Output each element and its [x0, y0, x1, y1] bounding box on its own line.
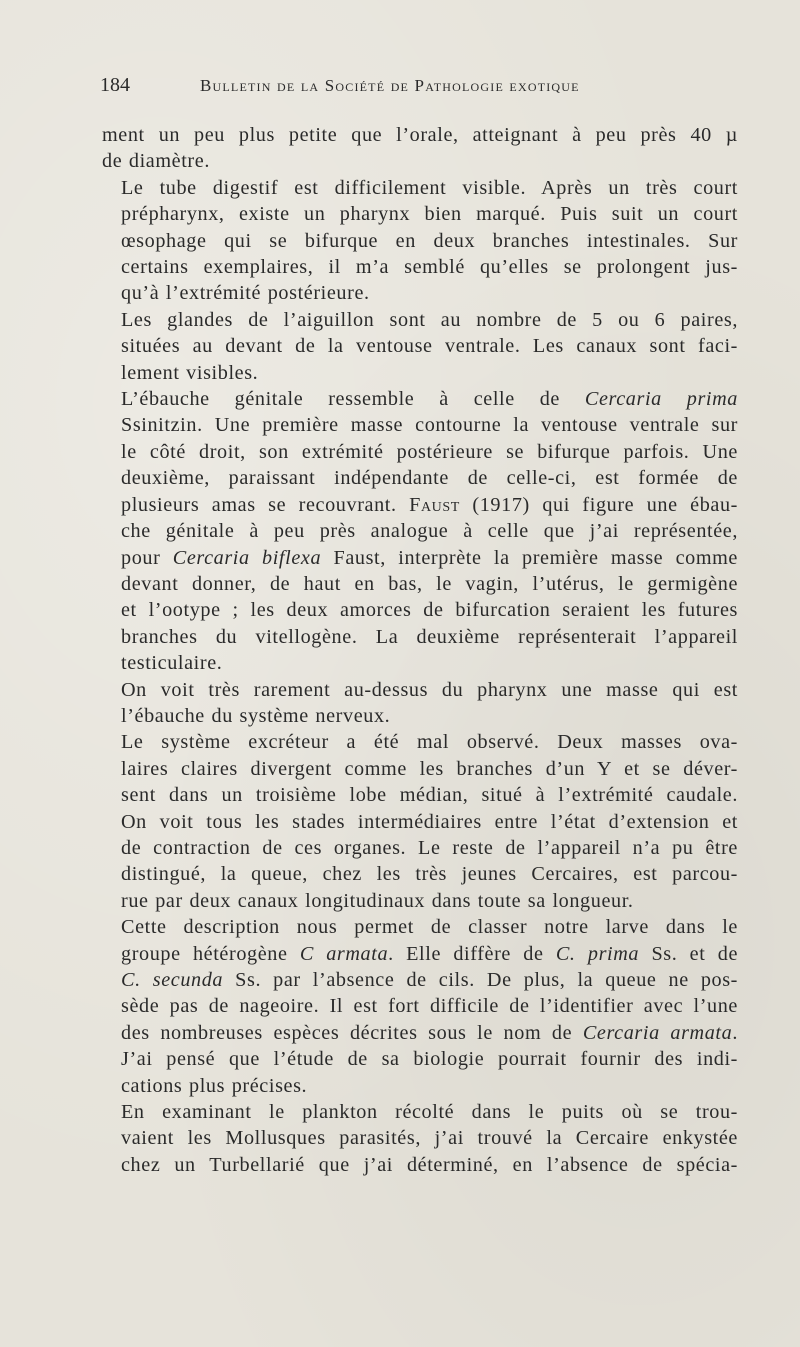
paragraph-1: [102, 122, 738, 175]
text-line: Le système excréteur a été mal observé. Deux masses ova-: [121, 731, 738, 754]
paragraph-8: [102, 1099, 738, 1178]
text-line: vaient les Mollusques parasités, j’ai trouvé la Cercaire enkystée: [121, 1127, 738, 1150]
text-line: rue par deux canaux longitudinaux dans toute sa longueur.: [121, 889, 634, 912]
text-line: cations plus précises.: [121, 1074, 308, 1097]
paragraph-2: [102, 175, 738, 307]
paragraph-4: [102, 386, 738, 676]
text-line: sède pas de nageoire. Il est fort difficile de l’identifier avec l’une: [121, 995, 738, 1018]
text-line: distingué, la queue, chez les très jeunes Cercaires, est parcou-: [121, 863, 738, 886]
running-title: Bulletin de la Société de Pathologie exotique: [200, 76, 580, 95]
text-line: laires claires divergent comme les branches d’un Y et se déver-: [121, 757, 738, 780]
text-line: plusieurs amas se recouvrant. Faust (1917) qui figure une ébau-: [121, 493, 738, 516]
text-line: Le tube digestif est difficilement visible. Après un très court: [121, 176, 738, 199]
text-line: branches du vitellogène. La deuxième représenterait l’appareil: [121, 625, 738, 648]
paragraph-6: [102, 729, 738, 914]
text-line: C. secunda Ss. par l’absence de cils. De plus, la queue ne pos-: [121, 969, 738, 991]
text-line: J’ai pensé que l’étude de sa biologie pourrait fournir des indi-: [121, 1048, 738, 1071]
text-line: Cette description nous permet de classer notre larve dans le: [121, 916, 738, 939]
text-line: le côté droit, son extrémité postérieure se bifurque parfois. Une: [121, 440, 738, 463]
text-line: de diamètre.: [102, 150, 210, 173]
text-line: deuxième, paraissant indépendante de celle-ci, est formée de: [121, 467, 738, 490]
text-line: ment un peu plus petite que l’orale, atteignant à peu près 40 µ: [102, 124, 738, 146]
text-line: lement visibles.: [121, 361, 259, 384]
paragraph-7: [102, 914, 738, 1099]
text-line: On voit tous les stades intermédiaires entre l’état d’extension et: [121, 810, 738, 833]
text-line: Ssinitzin. Une première masse contourne la ventouse ventrale sur: [121, 414, 738, 437]
text-line: L’ébauche génitale ressemble à celle de Cercaria prima: [121, 388, 738, 411]
paragraph-3: [102, 307, 738, 386]
page-header: [100, 74, 740, 102]
paragraph-5: [102, 677, 738, 730]
text-line: l’ébauche du système nerveux.: [121, 704, 391, 727]
text-line: Les glandes de l’aiguillon sont au nombre de 5 ou 6 paires,: [121, 308, 738, 331]
text-line: situées au devant de la ventouse ventrale. Les canaux sont faci-: [121, 335, 738, 358]
page-number: 184: [100, 74, 130, 96]
text-line: devant donner, de haut en bas, le vagin, l’utérus, le germigène: [121, 572, 738, 595]
text-line: sent dans un troisième lobe médian, situé à l’extrémité caudale.: [121, 784, 738, 807]
text-line: En examinant le plankton récolté dans le puits où se trou-: [121, 1101, 738, 1124]
text-line: chez un Turbellarié que j’ai déterminé, en l’absence de spécia-: [121, 1153, 738, 1176]
text-line: et l’ootype ; les deux amorces de bifurcation seraient les futures: [121, 599, 738, 622]
text-line: certains exemplaires, il m’a semblé qu’elles se prolongent jus-: [121, 256, 738, 279]
text-line: prépharynx, existe un pharynx bien marqué. Puis suit un court: [121, 203, 738, 226]
text-line: groupe hétérogène C armata. Elle diffère de C. prima Ss. et de: [121, 942, 739, 965]
text-line: de contraction de ces organes. Le reste de l’appareil n’a pu être: [121, 836, 738, 859]
body-text: [102, 122, 738, 1178]
text-line: œsophage qui se bifurque en deux branches intestinales. Sur: [121, 229, 738, 252]
text-line: qu’à l’extrémité postérieure.: [121, 282, 370, 305]
text-line: On voit très rarement au-dessus du pharynx une masse qui est: [121, 678, 738, 701]
text-line: che génitale à peu près analogue à celle que j’ai représentée,: [121, 520, 738, 543]
text-line: des nombreuses espèces décrites sous le nom de Cercaria armata.: [121, 1021, 738, 1044]
text-line: pour Cercaria biflexa Faust, interprète la première masse comme: [121, 546, 738, 569]
text-line: testiculaire.: [121, 652, 223, 675]
